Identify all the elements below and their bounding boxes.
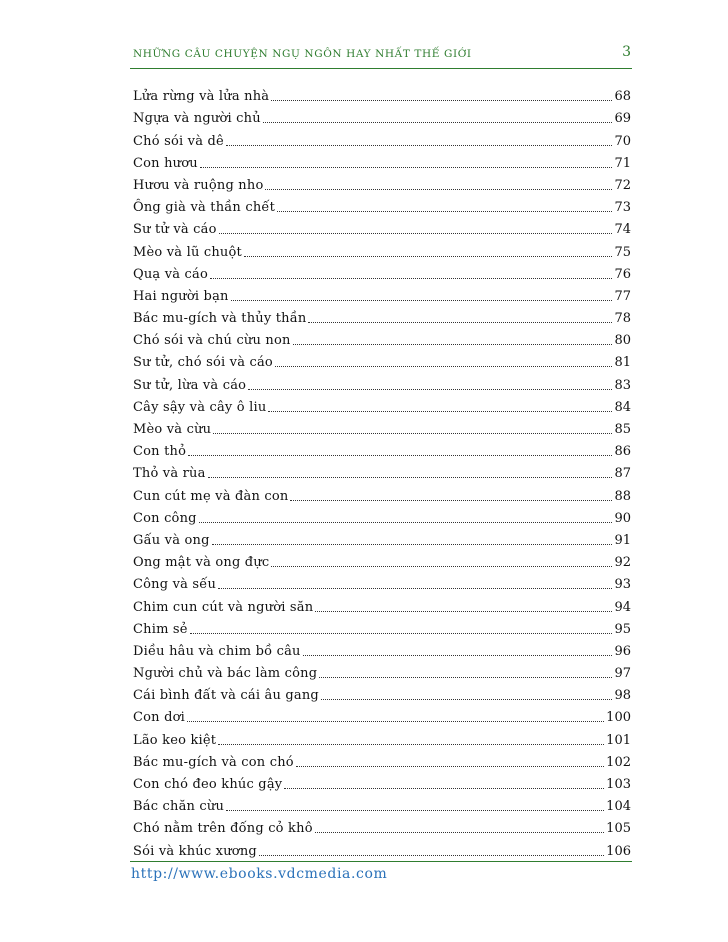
toc-entry-title: Chim cun cút và người săn [133,599,314,615]
toc-entry[interactable] [133,526,631,548]
toc-entry[interactable] [133,237,631,259]
dot-leader [284,787,604,789]
toc-entry[interactable] [133,304,631,326]
toc-entry-title: Thỏ và rùa [133,466,206,482]
toc-entry[interactable] [133,703,631,725]
toc-entry-page: 102 [606,754,631,770]
dot-leader [308,321,612,323]
toc-entry[interactable] [133,459,631,481]
toc-entry-title: Mèo và lũ chuột [133,244,242,260]
toc-entry-title: Quạ và cáo [133,266,208,282]
toc-entry-title: Cun cút mẹ và đàn con [133,488,289,504]
toc-entry[interactable] [133,548,631,570]
toc-entry[interactable] [133,504,631,526]
toc-entry-page: 104 [606,799,631,815]
toc-entry-title: Gấu và ong [133,532,210,548]
toc-entry[interactable] [133,370,631,392]
toc-entry[interactable] [133,615,631,637]
toc-entry[interactable] [133,725,631,747]
toc-entry[interactable] [133,681,631,703]
page-header [133,44,633,68]
footer-divider [130,861,632,862]
toc-entry-page: 80 [614,333,631,349]
toc-entry-page: 70 [614,133,631,149]
toc-entry-page: 94 [614,599,631,615]
toc-entry-page: 105 [606,821,631,837]
toc-entry-title: Công và sếu [133,577,217,593]
dot-leader [263,121,613,123]
toc-entry[interactable] [133,770,631,792]
book-title: NHỮNG CÂU CHUYỆN NGỤ NGÔN HAY NHẤT THẾ GIỚI [133,48,472,60]
toc-entry-page: 96 [614,643,631,659]
dot-leader [303,654,613,656]
toc-entry-page: 75 [614,244,631,260]
toc-entry-title: Lão keo kiệt [133,732,217,748]
toc-entry[interactable] [133,149,631,171]
dot-leader [315,610,612,612]
dot-leader [248,388,612,390]
dot-leader [265,188,612,190]
page-number: 3 [622,44,631,60]
toc-entry[interactable] [133,415,631,437]
toc-entry-page: 98 [614,688,631,704]
dot-leader [268,410,612,412]
dot-leader [277,210,612,212]
toc-entry-page: 97 [614,666,631,682]
toc-entry[interactable] [133,282,631,304]
dot-leader [212,543,613,545]
toc-entry-page: 69 [614,111,631,127]
toc-entry-title: Cây sậy và cây ô liu [133,399,267,415]
toc-entry-title: Chim sẻ [133,621,188,637]
toc-entry-title: Bác chăn cừu [133,799,225,815]
dot-leader [187,720,604,722]
toc-entry-title: Chó nằm trên đống cỏ khô [133,821,313,837]
toc-entry-page: 83 [614,377,631,393]
toc-entry-title: Cái bình đất và cái âu gang [133,688,319,704]
toc-entry-title: Con chó đeo khúc gậy [133,777,283,792]
toc-entry-title: Sư tử, lừa và cáo [133,377,247,393]
toc-entry-title: Bác mu-gích và con chó [133,754,294,770]
dot-leader [210,277,612,279]
dot-leader [321,698,612,700]
dot-leader [199,521,613,523]
toc-entry-title: Ông già và thần chết [133,200,276,216]
toc-entry-page: 93 [614,577,631,593]
toc-entry-page: 95 [614,621,631,637]
dot-leader [226,144,613,146]
toc-entry[interactable] [133,193,631,215]
toc-entry[interactable] [133,437,631,459]
toc-entry-title: Chó sói và chú cừu non [133,333,291,349]
dot-leader [231,299,613,301]
toc-entry-title: Con dơi [133,710,185,726]
dot-leader [319,676,612,678]
dot-leader [275,365,612,367]
toc-entry-title: Hai người bạn [133,288,229,304]
toc-entry[interactable] [133,171,631,193]
toc-entry[interactable] [133,348,631,370]
toc-entry-page: 100 [606,710,631,726]
toc-entry-page: 73 [614,200,631,216]
dot-leader [271,565,612,567]
dot-leader [218,743,604,745]
toc-entry-title: Lửa rừng và lửa nhà [133,89,270,105]
toc-entry[interactable] [133,393,631,415]
dot-leader [208,476,613,478]
dot-leader [213,432,612,434]
toc-entry[interactable] [133,836,631,858]
toc-entry[interactable] [133,748,631,770]
toc-entry-title: Diều hâu và chim bồ câu [133,643,301,659]
dot-leader [226,809,604,811]
toc-entry-title: Ngựa và người chủ [133,111,261,127]
toc-entry-title: Con thỏ [133,444,187,460]
toc-entry-title: Sói và khúc xương [133,843,257,859]
toc-entry-title: Người chủ và bác làm công [133,666,318,682]
toc-entry-title: Con hươu [133,155,198,171]
toc-entry-page: 90 [614,510,631,526]
toc-entry-page: 81 [614,355,631,371]
toc-entry[interactable] [133,814,631,836]
toc-entry-title: Sư tử và cáo [133,222,217,238]
footer-website-link[interactable]: http://www.ebooks.vdcmedia.com [131,866,388,882]
dot-leader [296,765,604,767]
toc-entry[interactable] [133,326,631,348]
toc-entry[interactable] [133,637,631,659]
toc-entry-title: Mèo và cừu [133,422,212,437]
toc-entry[interactable] [133,481,631,503]
toc-entry[interactable] [133,570,631,592]
toc-entry-page: 86 [614,444,631,460]
dot-leader [271,99,612,101]
dot-leader [200,166,613,168]
toc-entry-page: 77 [614,288,631,304]
header-divider [130,68,632,69]
dot-leader [219,232,613,234]
toc-entry-page: 84 [614,399,631,415]
toc-entry[interactable] [133,126,631,148]
toc-entry[interactable] [133,82,631,104]
toc-entry-page: 91 [614,532,631,548]
table-of-contents [133,82,631,859]
toc-entry-page: 87 [614,466,631,482]
toc-entry-title: Ong mật và ong đực [133,555,270,571]
dot-leader [188,454,612,456]
toc-entry[interactable] [133,659,631,681]
dot-leader [315,831,604,833]
toc-entry-page: 101 [606,732,631,748]
toc-entry[interactable] [133,792,631,814]
toc-entry[interactable] [133,592,631,614]
toc-entry-title: Bác mu-gích và thủy thần [133,311,307,327]
toc-entry-page: 106 [606,843,631,859]
dot-leader [218,587,612,589]
toc-entry[interactable] [133,215,631,237]
dot-leader [290,499,612,501]
dot-leader [190,632,613,634]
dot-leader [259,854,604,856]
dot-leader [244,255,613,257]
toc-entry-title: Hươu và ruộng nho [133,177,264,193]
toc-entry-page: 103 [606,777,631,792]
toc-entry-title: Sư tử, chó sói và cáo [133,355,273,371]
dot-leader [293,343,613,345]
toc-entry-page: 74 [614,222,631,238]
toc-entry[interactable] [133,104,631,126]
toc-entry-page: 68 [614,89,631,105]
toc-entry-page: 78 [614,311,631,327]
toc-entry-page: 71 [614,155,631,171]
toc-entry-page: 76 [614,266,631,282]
toc-entry-page: 85 [614,422,631,437]
toc-entry-page: 88 [614,488,631,504]
toc-entry-page: 72 [614,177,631,193]
toc-entry-page: 92 [614,555,631,571]
toc-entry-title: Con công [133,510,197,526]
toc-entry-title: Chó sói và dê [133,133,224,149]
toc-entry[interactable] [133,260,631,282]
